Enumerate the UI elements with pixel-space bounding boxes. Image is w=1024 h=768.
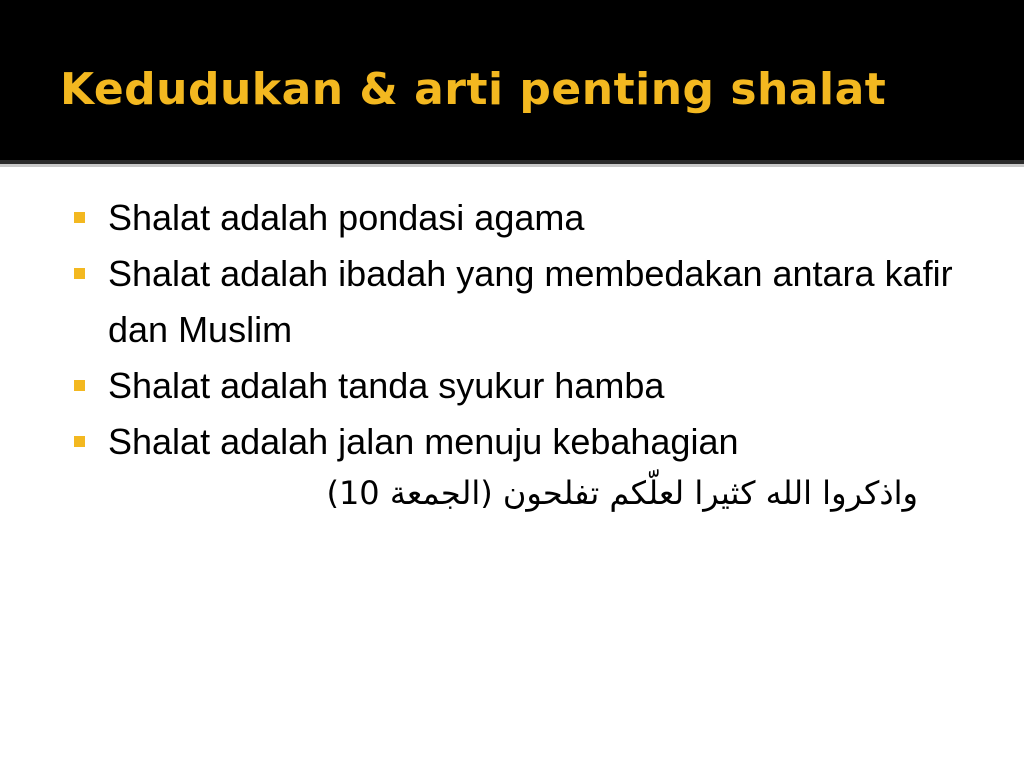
bullet-list (70, 190, 970, 470)
title-divider-highlight (0, 164, 1024, 167)
list-item (70, 190, 970, 246)
title-bar (0, 0, 1024, 160)
list-item (70, 358, 970, 414)
square-bullet-icon (74, 380, 85, 391)
bullet-text: Shalat adalah jalan menuju kebahagian (108, 421, 739, 462)
square-bullet-icon (74, 268, 85, 279)
arabic-quote: واذكروا الله كثيرا لعلّكم تفلحون (الجمعة 10) (326, 474, 918, 512)
slide-title: Kedudukan & arti penting shalat (60, 64, 887, 115)
bullet-text: Shalat adalah ibadah yang membedakan antara kafir dan Muslim (108, 253, 953, 350)
list-item (70, 246, 970, 358)
square-bullet-icon (74, 212, 85, 223)
list-item (70, 414, 970, 470)
bullet-text: Shalat adalah tanda syukur hamba (108, 365, 665, 406)
bullet-text: Shalat adalah pondasi agama (108, 197, 585, 238)
square-bullet-icon (74, 436, 85, 447)
